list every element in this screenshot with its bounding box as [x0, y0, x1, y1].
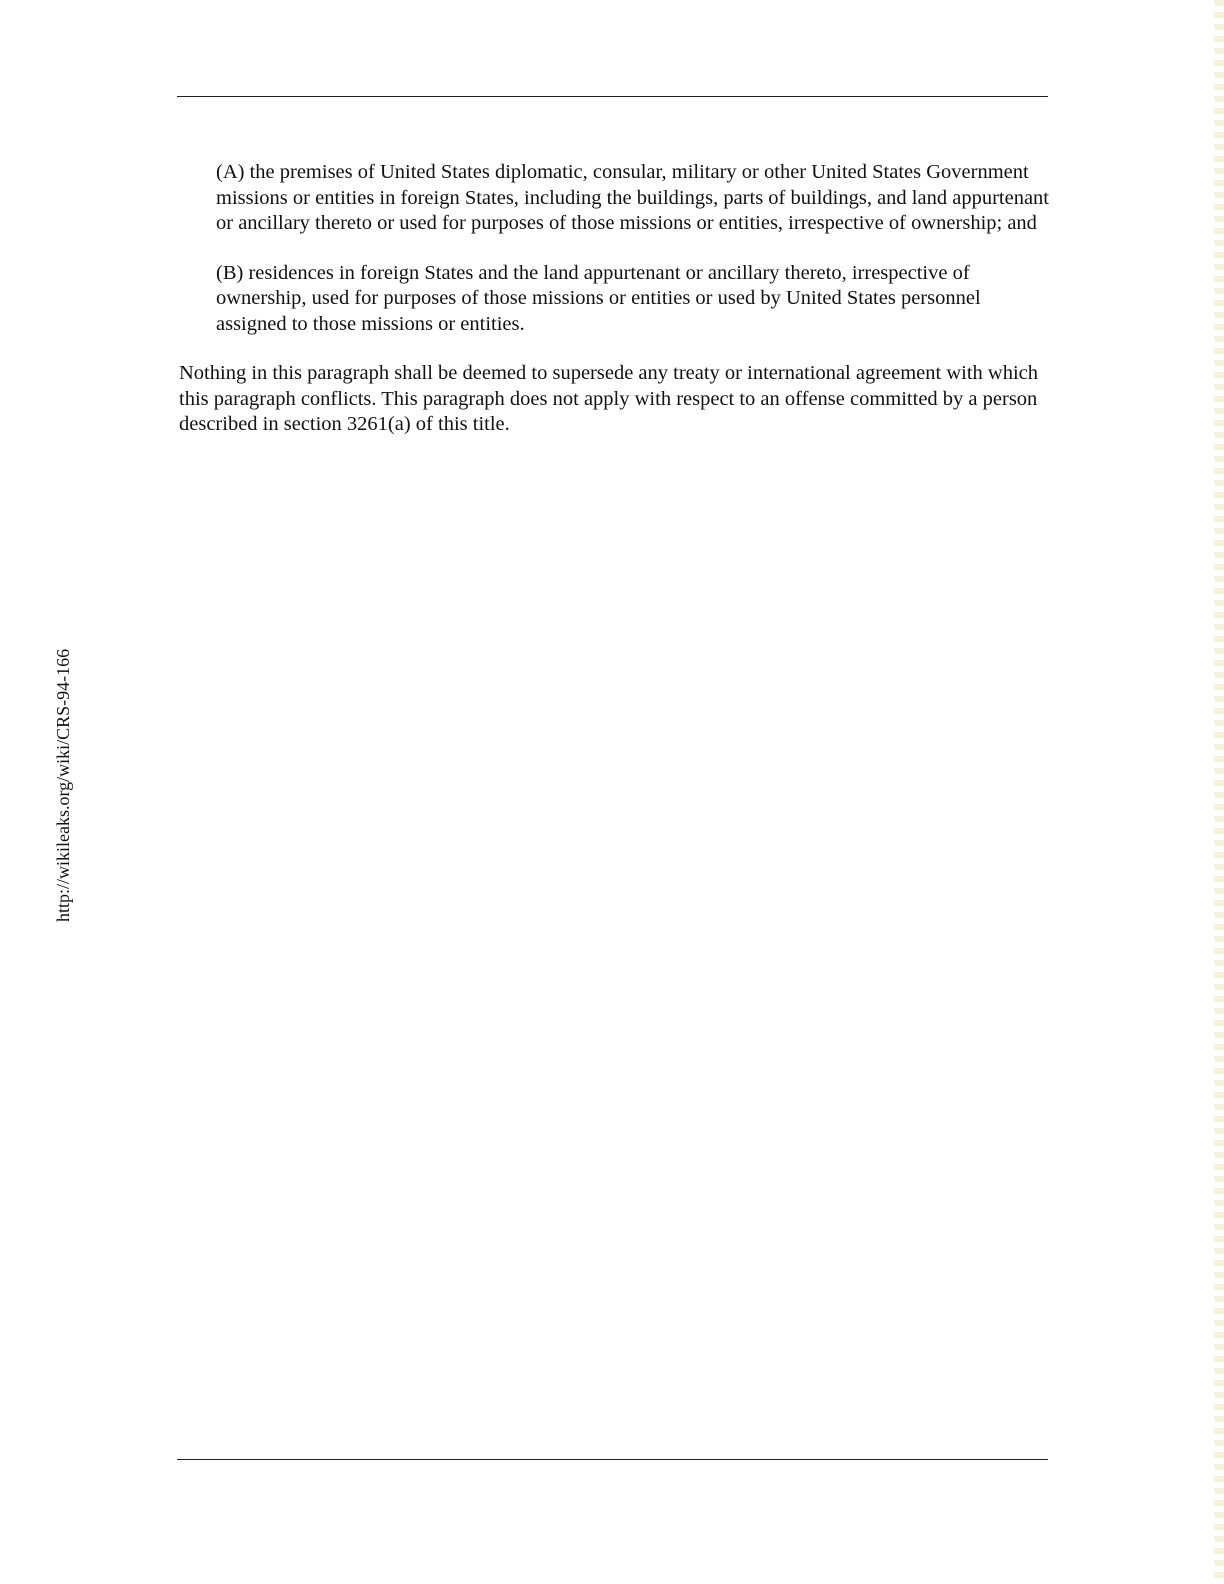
item-a-text: (A) the premises of United States diplomatic, consular, military or other United States Government missions or entities in foreign States, including the buildings, parts of buildings, and land appurtenant or ancillary thereto or used for purposes of those missions or entities, irrespective of ownership; and: [216, 161, 1049, 234]
document-body: [179, 160, 1049, 438]
item-b-text: (B) residences in foreign States and the land appurtenant or ancillary thereto, irrespective of ownership, used for purposes of those missions or entities or used by United States personnel assigned to those missions or entities.: [216, 261, 981, 335]
header-rule: [177, 96, 1048, 97]
closing-paragraph: Nothing in this paragraph shall be deemed to supersede any treaty or international agreement with which this paragraph conflicts. This paragraph does not apply with respect to an offense committed by a person described in section 3261(a) of this title.: [179, 362, 1039, 435]
page-edge-decoration: [1214, 0, 1224, 1584]
footer-rule: [177, 1459, 1048, 1460]
margin-url-watermark: http://wikileaks.org/wiki/CRS-94-166: [53, 648, 73, 922]
